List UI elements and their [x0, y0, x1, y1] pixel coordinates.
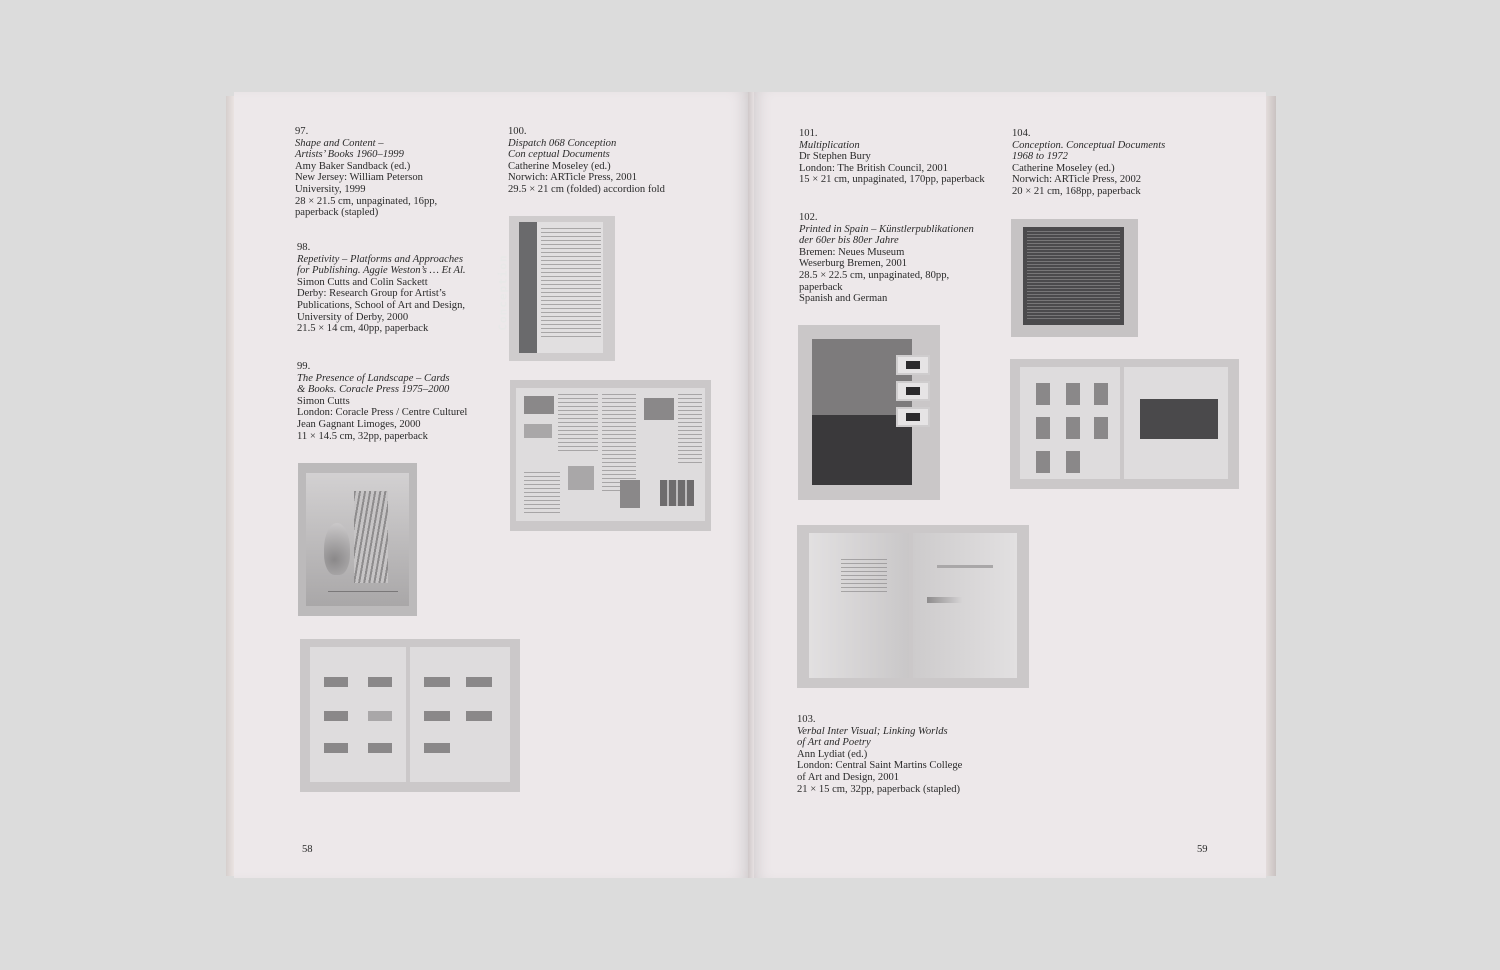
entry-detail: Jean Gagnant Limoges, 2000 — [297, 418, 421, 430]
entry-title: & Books. Coracle Press 1975–2000 — [297, 384, 450, 396]
entry-detail: London: The British Council, 2001 — [799, 162, 948, 174]
page-number-left: 58 — [302, 844, 313, 855]
entry-number: 103. — [797, 714, 816, 725]
cover-title: Conception — [496, 254, 510, 331]
photo-presence-of-landscape — [298, 463, 417, 616]
entry-number: 102. — [799, 212, 818, 223]
entry-98 — [297, 242, 466, 335]
entry-title: Repetivity – Platforms and Approaches — [297, 253, 463, 265]
entry-detail: 29.5 × 21 cm (folded) accordion fold — [508, 183, 665, 195]
entry-title: for Publishing. Aggie Weston’s … Et Al. — [297, 265, 466, 277]
entry-detail: Derby: Research Group for Artist’s — [297, 288, 446, 300]
entry-102 — [799, 212, 974, 305]
entry-detail: Simon Cutts — [297, 395, 350, 407]
entry-detail: London: Central Saint Martins College — [797, 760, 963, 772]
photo-repetivity-spread — [300, 639, 520, 792]
entry-detail: 28 × 21.5 cm, unpaginated, 16pp, — [295, 195, 438, 207]
entry-detail: Amy Baker Sandback (ed.) — [295, 160, 411, 172]
photo-conception-dispatch — [496, 216, 615, 361]
entry-number: 100. — [508, 126, 527, 137]
entry-detail: paperback (stapled) — [295, 207, 379, 219]
entry-title: Dispatch 068 Conception — [508, 137, 617, 149]
entry-number: 98. — [297, 242, 311, 253]
entry-101 — [799, 128, 985, 186]
entry-detail: Simon Cutts and Colin Sackett — [297, 276, 428, 288]
photo-conceptual-documents-spread — [1010, 359, 1239, 489]
entry-title: 1968 to 1972 — [1012, 151, 1068, 163]
entry-detail: Norwich: ARTicle Press, 2001 — [508, 172, 638, 184]
entry-detail: Publications, School of Art and Design, — [297, 299, 466, 311]
entry-number: 101. — [799, 128, 818, 139]
entry-number: 97. — [295, 126, 309, 137]
entry-detail: Dr Stephen Bury — [799, 151, 871, 163]
entry-detail: University of Derby, 2000 — [297, 311, 409, 323]
entry-detail: Spanish and German — [799, 293, 888, 305]
entry-title: Con ceptual Documents — [508, 149, 610, 161]
entry-detail: 21.5 × 14 cm, 40pp, paperback — [297, 323, 429, 335]
entry-detail: London: Coracle Press / Centre Culturel — [297, 407, 468, 419]
entry-title: Printed in Spain – Künstlerpublikationen — [799, 223, 974, 235]
entry-title: Verbal Inter Visual; Linking Worlds — [797, 725, 948, 737]
entry-detail: Catherine Moseley (ed.) — [1012, 162, 1115, 174]
entry-detail: 11 × 14.5 cm, 32pp, paperback — [297, 430, 428, 442]
entry-99 — [297, 361, 467, 442]
entry-detail: 20 × 21 cm, 168pp, paperback — [1012, 185, 1141, 197]
entry-number: 104. — [1012, 128, 1031, 139]
book-gutter — [748, 92, 754, 878]
entry-title: The Presence of Landscape – Cards — [297, 372, 450, 384]
entry-detail: Bremen: Neues Museum — [799, 246, 905, 258]
entry-detail: Ann Lydiat (ed.) — [797, 748, 868, 760]
entry-100 — [508, 126, 665, 196]
photo-conceptual-documents-cover — [1011, 219, 1138, 337]
entry-title: Multiplication — [799, 139, 860, 151]
entry-103 — [797, 714, 962, 795]
entry-detail: 28.5 × 22.5 cm, unpaginated, 80pp, — [799, 269, 950, 281]
photo-printed-in-spain — [798, 325, 940, 500]
entry-number: 99. — [297, 361, 311, 372]
entry-title: Conception. Conceptual Documents — [1012, 139, 1166, 151]
entry-detail: Weserburg Bremen, 2001 — [799, 258, 908, 270]
entry-detail: of Art and Design, 2001 — [797, 771, 900, 783]
entry-detail: New Jersey: William Peterson — [295, 172, 423, 184]
entry-title: der 60er bis 80er Jahre — [799, 235, 899, 247]
entry-detail: paperback — [799, 281, 843, 293]
entry-detail: Norwich: ARTicle Press, 2002 — [1012, 174, 1142, 186]
entry-detail: Catherine Moseley (ed.) — [508, 160, 611, 172]
entry-97 — [295, 126, 437, 219]
page-number-right: 59 — [1197, 844, 1208, 855]
entry-detail: University, 1999 — [295, 183, 366, 195]
entry-title: Artists’ Books 1960–1999 — [295, 149, 404, 161]
photo-verbal-inter-visual — [797, 525, 1029, 688]
entry-detail: 15 × 21 cm, unpaginated, 170pp, paperback — [799, 174, 985, 186]
entry-title: of Art and Poetry — [797, 737, 871, 749]
photo-dispatch-accordion — [510, 380, 711, 531]
entry-title: Shape and Content – — [295, 137, 384, 149]
entry-104 — [1012, 128, 1165, 198]
entry-detail: 21 × 15 cm, 32pp, paperback (stapled) — [797, 783, 961, 795]
